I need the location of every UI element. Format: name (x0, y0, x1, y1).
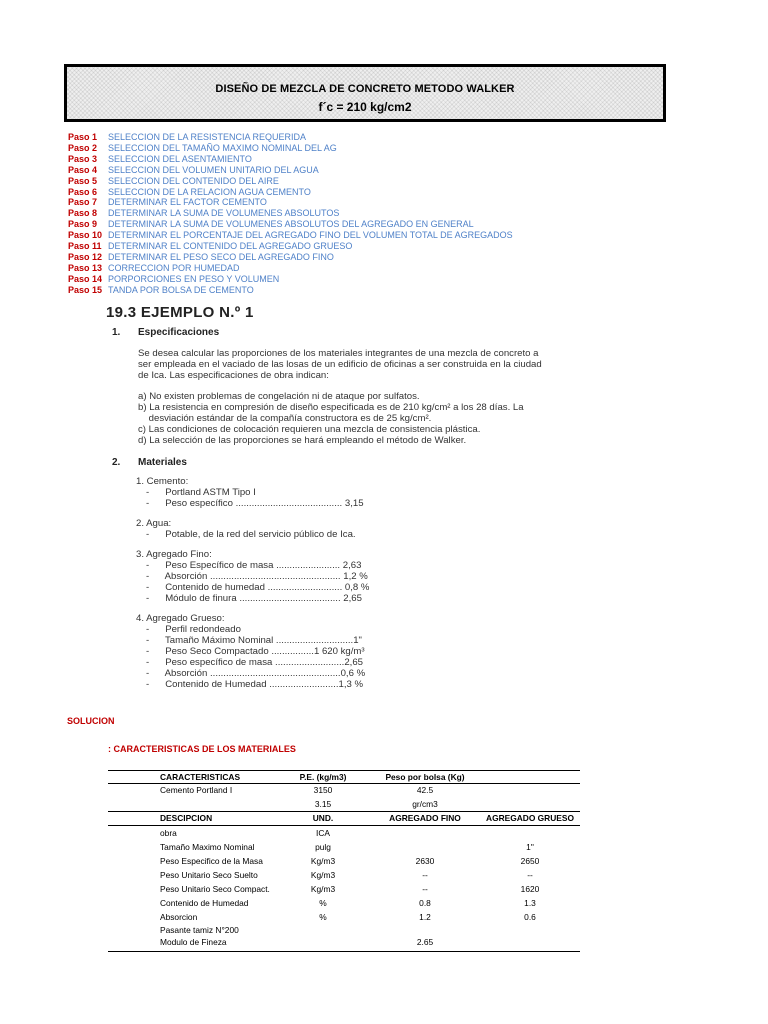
table-cell: Peso Especifico de la Masa (160, 856, 263, 866)
material-detail: - Peso Seco Compactado ................1 620 kg/m³ (146, 646, 365, 657)
table-cell: 0.8 (419, 898, 431, 908)
step-number: Paso 15 (68, 284, 103, 295)
title-box (64, 64, 666, 122)
step-text: DETERMINAR EL CONTENIDO DEL AGREGADO GRUESO (108, 241, 353, 251)
table-cell: Modulo de Fineza (160, 937, 227, 947)
cell-units-label: gr/cm3 (412, 799, 438, 809)
step-text: SELECCION DEL TAMAÑO MAXIMO NOMINAL DEL AG (108, 142, 337, 153)
step-text: DETERMINAR EL PESO SECO DEL AGREGADO FINO (108, 251, 334, 262)
table-cell: 1.3 (524, 898, 536, 908)
table-cell: obra (160, 828, 177, 838)
step-text: DETERMINAR LA SUMA DE VOLUMENES ABSOLUTOS DEL AGREGADO EN GENERAL (108, 219, 474, 230)
step-number: Paso 13 (68, 262, 103, 273)
step-number: Paso 1 (68, 132, 98, 142)
table-cell: -- (422, 870, 428, 880)
table-rule (108, 951, 580, 952)
step-text: SELECCION DE LA RELACION AGUA CEMENTO (108, 186, 311, 197)
table-cell: 2650 (520, 856, 540, 866)
step-text: DETERMINAR LA SUMA DE VOLUMENES ABSOLUTOS (108, 208, 340, 219)
intro-line: ser empleada en el vaciado de las losas de un edificio de oficinas a ser construida en la ciudad (138, 359, 542, 370)
step-number: Paso 3 (68, 153, 98, 164)
material-heading: 2. Agua: (136, 518, 172, 529)
example-title: 19.3 EJEMPLO N.º 1 (106, 304, 254, 321)
table-cell: -- (527, 870, 533, 880)
cell-cemento-pe: 3150 (313, 785, 333, 795)
document-subtitle: f´c = 210 kg/cm2 (318, 100, 412, 114)
th-caracteristicas: CARACTERISTICAS (160, 772, 241, 782)
step-number: Paso 12 (68, 251, 103, 262)
step-number: Paso 2 (68, 142, 98, 153)
table-cell: 1.2 (419, 912, 431, 922)
table-cell: Pasante tamiz N°200 (160, 925, 239, 935)
step-text: SELECCION DEL ASENTAMIENTO (108, 153, 252, 164)
table-cell: 2.65 (416, 937, 434, 947)
th-descripcion: DESCIPCION (160, 813, 213, 823)
section-number: 2. (112, 457, 121, 468)
material-detail: - Peso específico ........................................ 3,15 (146, 498, 364, 509)
material-heading: 3. Agregado Fino: (136, 549, 212, 560)
table-cell: Kg/m3 (310, 870, 336, 880)
example-scan (106, 300, 626, 700)
step-number: Paso 7 (68, 197, 98, 208)
step-text: DETERMINAR EL PORCENTAJE DEL AGREGADO FINO DEL VOLUMEN TOTAL DE AGREGADOS (108, 230, 513, 241)
step-number: Paso 9 (68, 219, 98, 230)
solucion-label: SOLUCION (67, 716, 115, 726)
table-cell: pulg (315, 842, 331, 852)
table-cell: Tamaño Maximo Nominal (160, 842, 255, 852)
table-cell: Peso Unitario Seco Compact. (160, 884, 270, 894)
step-text: DETERMINAR EL FACTOR CEMENTO (108, 197, 267, 208)
th-und: UND. (312, 813, 334, 823)
step-text: CORRECCION POR HUMEDAD (108, 262, 240, 273)
step-number: Paso 8 (68, 208, 98, 219)
table-cell: 0.6 (524, 912, 536, 922)
intro-line: Se desea calcular las proporciones de los materiales integrantes de una mezcla de concreto a (138, 348, 539, 359)
table-cell: Peso Unitario Seco Suelto (160, 870, 258, 880)
table-cell: % (319, 912, 327, 922)
table-cell: Absorcion (160, 912, 198, 922)
material-detail: - Potable, de la red del servicio público de Ica. (146, 529, 356, 540)
spec-item: desviación estándar de la compañía constructora es de 25 kg/cm². (138, 413, 432, 424)
intro-line: de Ica. Las especificaciones de obra indican: (138, 370, 329, 381)
section-title-especificaciones: Especificaciones (138, 327, 220, 338)
step-number: Paso 10 (68, 230, 103, 241)
step-text: PORPORCIONES EN PESO Y VOLUMEN (108, 273, 280, 284)
th-pe: P.E. (kg/m3) (299, 772, 347, 782)
material-detail: - Peso Específico de masa ........................ 2,63 (146, 560, 362, 571)
material-detail: - Perfil redondeado (146, 624, 241, 635)
spec-item: d) La selección de las proporciones se hará empleando el método de Walker. (138, 435, 467, 446)
table-cell: 1620 (520, 884, 540, 894)
material-detail: - Absorción ................................................. 1,2 % (146, 571, 368, 582)
table-cell: Contenido de Humedad (160, 898, 249, 908)
step-number: Paso 4 (68, 164, 98, 175)
step-number: Paso 11 (68, 241, 102, 251)
step-text: SELECCION DEL CONTENIDO DEL AIRE (108, 175, 279, 186)
table-cell: Kg/m3 (310, 884, 336, 894)
material-heading: 4. Agregado Grueso: (136, 613, 225, 624)
step-number: Paso 14 (68, 273, 103, 284)
materials-table (108, 768, 580, 958)
th-agregado-grueso: AGREGADO GRUESO (486, 813, 574, 823)
table-cell: Kg/m3 (310, 856, 336, 866)
material-detail: - Absorción .................................................0,6 % (146, 668, 366, 679)
cell-cemento: Cemento Portland I (160, 785, 233, 795)
th-peso-bolsa: Peso por bolsa (Kg) (385, 772, 465, 782)
table-cell: ICA (316, 828, 330, 838)
material-detail: - Portland ASTM Tipo I (146, 487, 256, 498)
table-rule (108, 770, 580, 771)
step-text: SELECCION DE LA RESISTENCIA REQUERIDA (108, 132, 307, 142)
table-rule (108, 783, 580, 784)
spec-item: c) Las condiciones de colocación requieren una mezcla de consistencia plástica. (138, 424, 481, 435)
table-cell: % (319, 898, 327, 908)
material-detail: - Peso específico de masa ..........................2,65 (146, 657, 364, 668)
material-detail: - Módulo de finura ...................................... 2,65 (146, 593, 362, 604)
table-cell: 2630 (415, 856, 435, 866)
step-number: Paso 6 (68, 186, 98, 197)
table-cell: 1" (526, 842, 534, 852)
spec-item: b) La resistencia en compresión de diseño especificada es de 210 kg/cm² a los 28 días. La (138, 402, 524, 413)
table-rule (108, 825, 580, 826)
material-detail: - Contenido de Humedad ..........................1,3 % (146, 679, 364, 690)
spec-item: a) No existen problemas de congelación ni de ataque por sulfatos. (138, 391, 420, 402)
caracteristicas-heading: : CARACTERISTICAS DE LOS MATERIALES (108, 744, 296, 754)
cell-units-value: 3.15 (314, 799, 332, 809)
section-number: 1. (112, 327, 121, 338)
table-cell: -- (422, 884, 428, 894)
th-agregado-fino: AGREGADO FINO (389, 813, 461, 823)
cell-cemento-peso: 42.5 (416, 785, 434, 795)
step-number: Paso 5 (68, 175, 98, 186)
step-text: TANDA POR BOLSA DE CEMENTO (108, 284, 254, 295)
section-title-materiales: Materiales (138, 457, 187, 468)
material-heading: 1. Cemento: (136, 476, 189, 487)
document-title: DISEÑO DE MEZCLA DE CONCRETO METODO WALKER (215, 83, 515, 95)
table-rule (108, 811, 580, 812)
step-text: SELECCION DEL VOLUMEN UNITARIO DEL AGUA (108, 164, 319, 175)
material-detail: - Tamaño Máximo Nominal .............................1" (146, 635, 362, 646)
material-detail: - Contenido de humedad ............................ 0,8 % (146, 582, 370, 593)
